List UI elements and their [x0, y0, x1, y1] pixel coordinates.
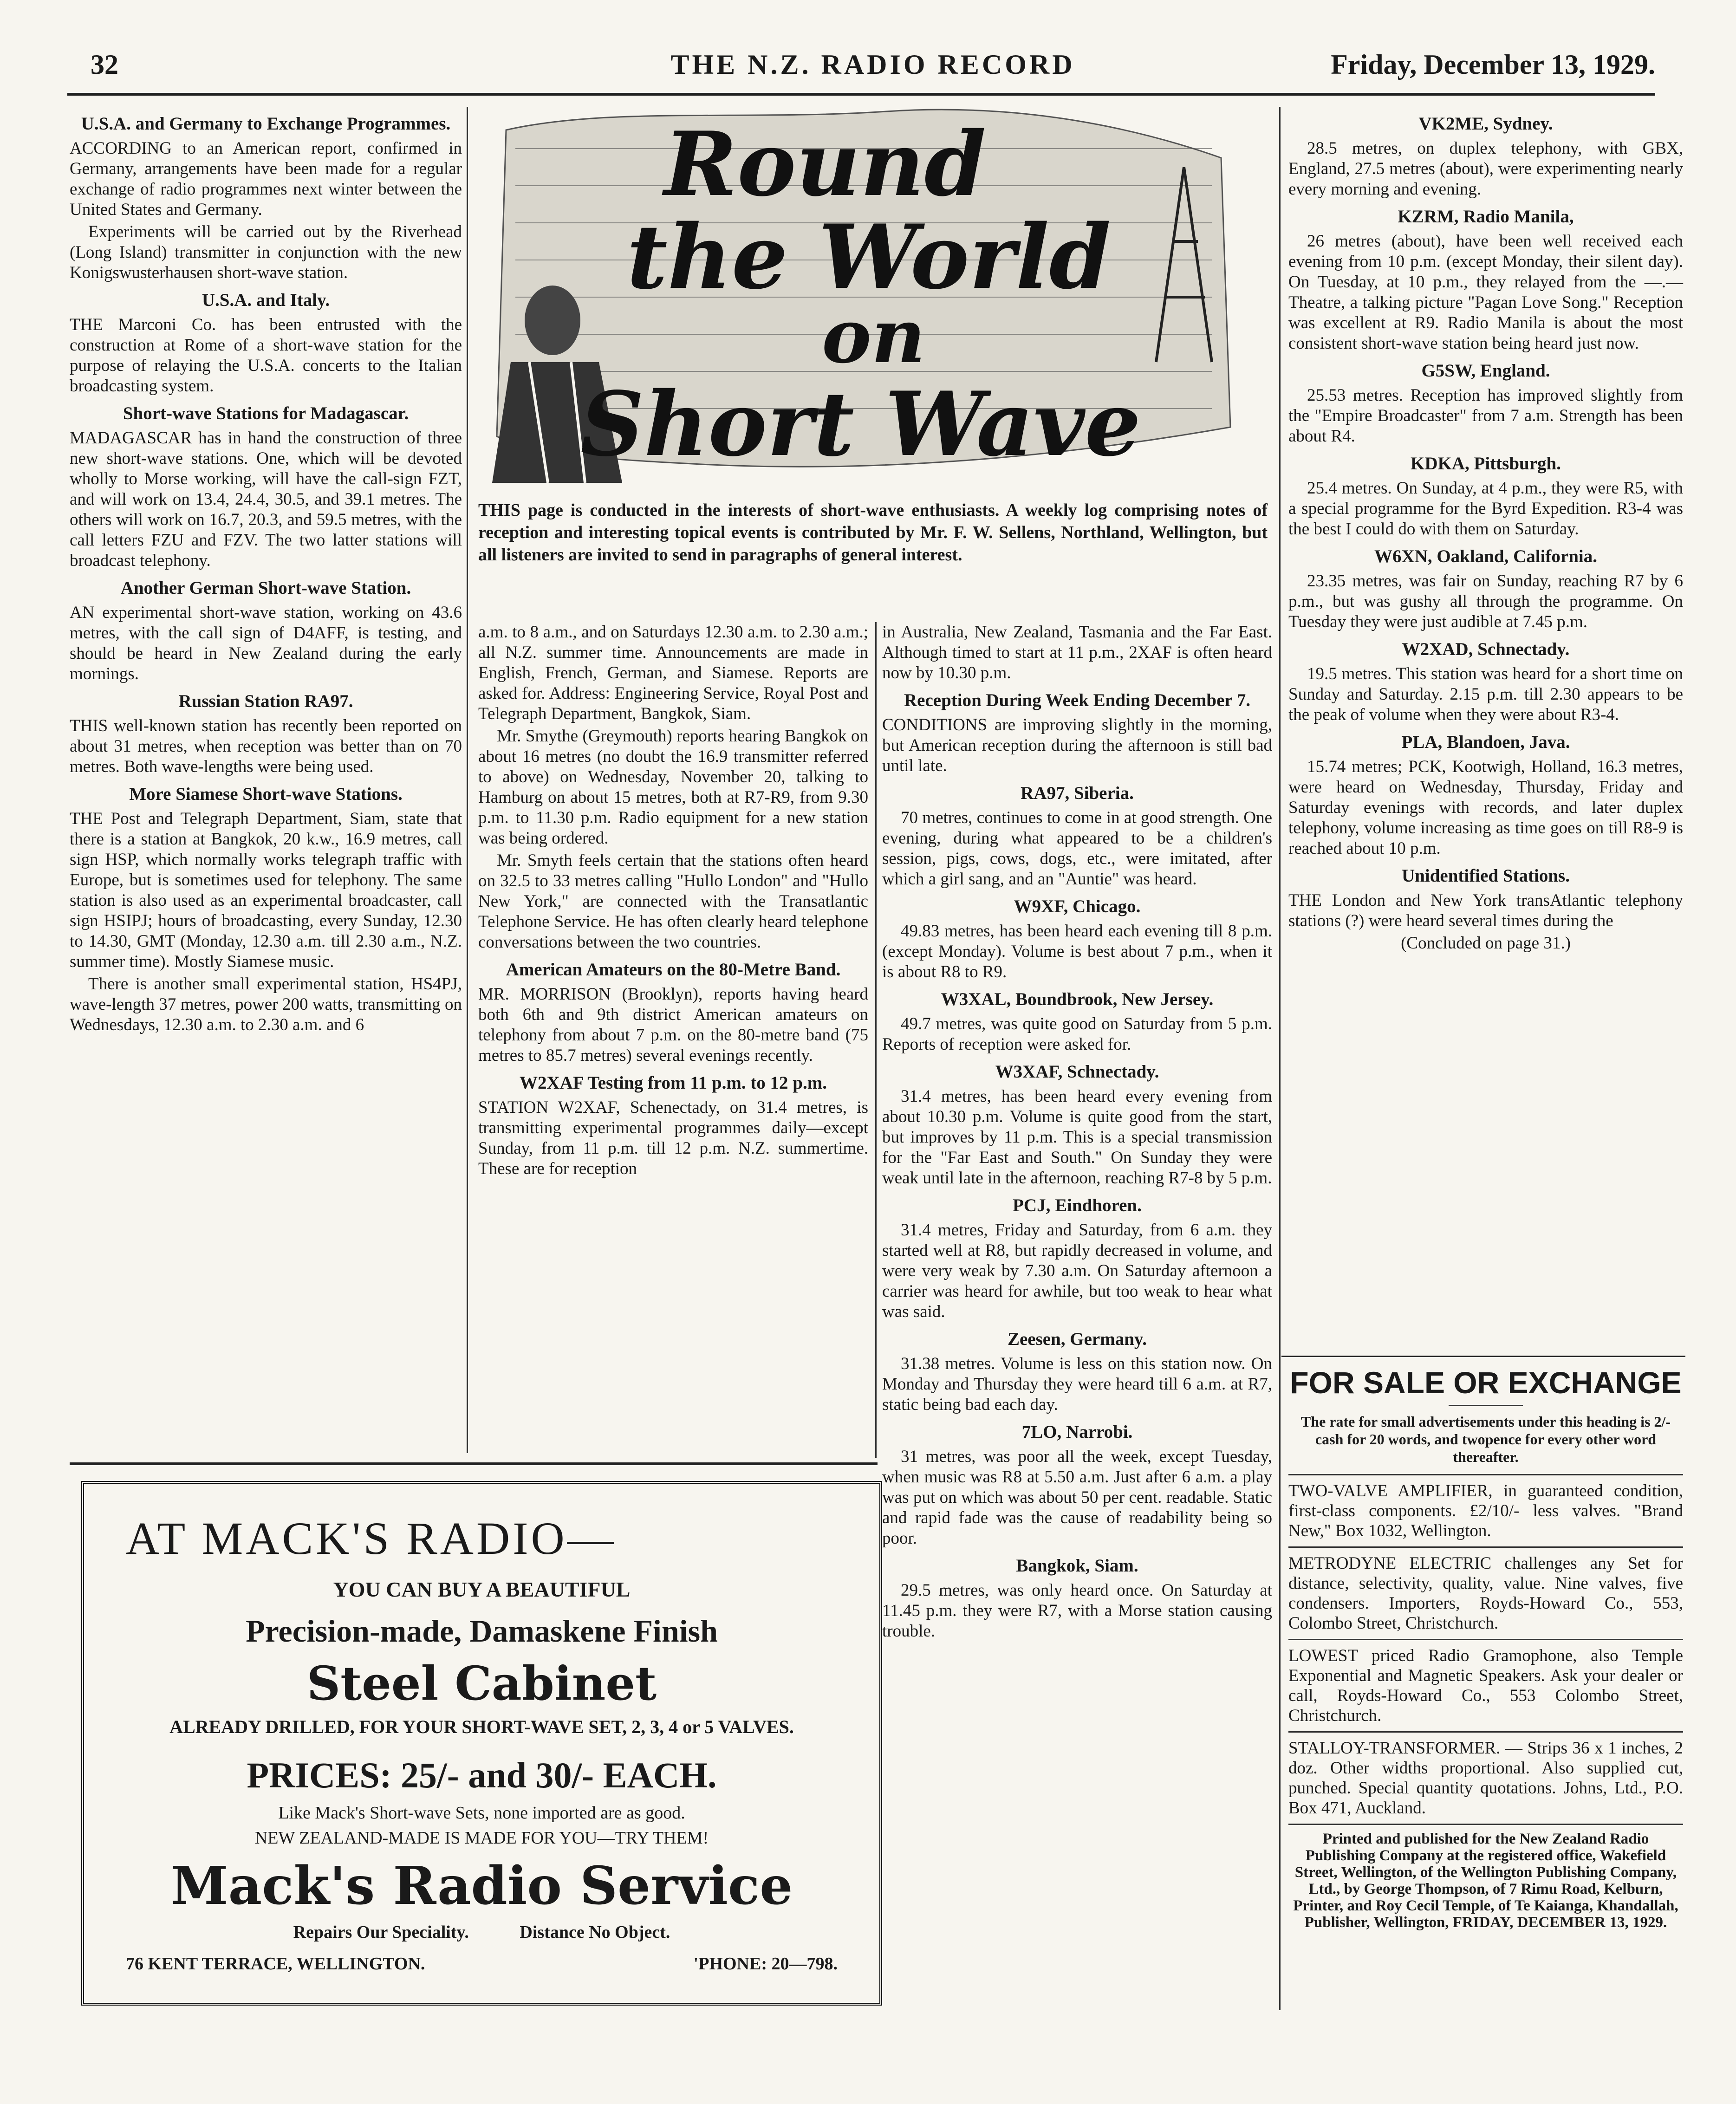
- banner-illustration: [469, 102, 1254, 487]
- ad-line: ALREADY DRILLED, FOR YOUR SHORT-WAVE SET, 2, 3, 4 or 5 VALVES.: [169, 1716, 794, 1737]
- article-paragraph: 31.4 metres, Friday and Saturday, from 6 a.m. they started well at R8, but rapidly decreased in volume, and were very weak by 7.30 a.m. On Saturday afternoon a carrier was heard for awhile, but too weak to hear what was said.: [882, 1221, 1272, 1321]
- banner-line-4: Short Wave: [580, 372, 1141, 476]
- divider: [1288, 1731, 1683, 1733]
- banner-line-2: the World: [627, 205, 1111, 309]
- ad-phone: 'PHONE: 20—798.: [693, 1954, 838, 1974]
- article-heading: Russian Station RA97.: [178, 691, 353, 711]
- ad-line: NEW ZEALAND-MADE IS MADE FOR YOU—TRY THEM!: [254, 1828, 709, 1848]
- intro-text: THIS page is conducted in the interests of short-wave enthusiasts. A weekly log comprising notes of reception and interesting topical events is contributed by Mr. F. W. Sellens, Northland, Wellington, but all listeners are invited to send in paragraphs of general interest.: [478, 500, 1268, 565]
- article-heading: W9XF, Chicago.: [1014, 896, 1141, 916]
- column-divider: [467, 107, 468, 1453]
- article-paragraph: There is another small experimental station, HS4PJ, wave-length 37 metres, power 200 watts, transmitting on Wednesdays, 12.30 a.m. to 2.30 a.m. and 6: [70, 974, 462, 1034]
- ad-tagline-part: Repairs Our Speciality.: [293, 1922, 469, 1942]
- article-paragraph: a.m. to 8 a.m., and on Saturdays 12.30 a.m. to 2.30 a.m.; all N.Z. summer time. Announcements are made in English, French, German, and Siamese. Reports are asked for. Address: Engineering Service, Royal Post and Telegraph Department, Bangkok, Siam.: [478, 623, 868, 723]
- classifieds-rate: The rate for small advertisements under this heading is 2/- cash for 20 words, and twopence for every other word thereafter.: [1300, 1413, 1671, 1465]
- article-heading: Short-wave Stations for Madagascar.: [123, 403, 409, 423]
- article-paragraph: THE Post and Telegraph Department, Siam, state that there is a station at Bangkok, 20 k.w., 16.9 metres, call sign HSP, which normally works telegraph traffic with Europe, but is sometimes used for telephony. The same station is also used as an experimental broadcaster, call sign HSIPJ; hours of broadcasting, every Sunday, 12.30 to 14.30, GMT (Monday, 12.30 a.m. till 2.30 a.m., N.Z. summer time). Mostly Siamese music.: [70, 809, 462, 971]
- article-heading: Bangkok, Siam.: [1016, 1556, 1138, 1576]
- column-2: [478, 622, 868, 1181]
- article-paragraph: 49.7 metres, was quite good on Saturday from 5 p.m. Reports of reception were asked for.: [882, 1014, 1272, 1054]
- article-paragraph: MADAGASCAR has in hand the construction of three new short-wave stations. One, which will be devoted wholly to Morse working, will have the call-sign FZT, and will work on 13.4, 24.4, 30.5, and 39.1 metres. The others will work on 16.7, 20.3, and 59.5 metres, with the call letters FZU and FZV. The two latter stations will broadcast telephony.: [70, 429, 462, 570]
- article-heading: RA97, Siberia.: [1021, 783, 1134, 803]
- article-paragraph: 23.35 metres, was fair on Sunday, reaching R7 by 6 p.m., but was gushy all through the programme. On Tuesday they were just audible at 7.45 p.m.: [1288, 571, 1683, 631]
- article-paragraph: MR. MORRISON (Brooklyn), reports having heard both 6th and 9th district American amateurs on telephony from about 7 p.m. on the 80-metre band (75 metres to 85.7 metres) several evenings recently.: [478, 985, 868, 1065]
- article-heading: U.S.A. and Italy.: [202, 290, 330, 310]
- article-heading: PLA, Blandoen, Java.: [1401, 732, 1570, 752]
- article-heading: U.S.A. and Germany to Exchange Programmes.: [81, 114, 451, 134]
- article-paragraph: 31 metres, was poor all the week, except Tuesday, when music was R8 at 5.50 a.m. Just after 6 a.m. a play was put on which was about 50 per cent. readable. Static and rapid fade was the cause of readability being so poor.: [882, 1447, 1272, 1548]
- article-paragraph: 29.5 metres, was only heard once. On Saturday at 11.45 p.m. they were R7, with a Morse station causing trouble.: [882, 1581, 1272, 1641]
- article-heading: Zeesen, Germany.: [1007, 1329, 1147, 1349]
- article-heading: More Siamese Short-wave Stations.: [129, 784, 403, 804]
- article-paragraph: 26 metres (about), have been well received each evening from 10 p.m. (except Monday, their silent day). On Tuesday, at 10 p.m., they relayed from the —.— Theatre, a talking picture "Pagan Love Song." Reception was excellent at R9. Radio Manila is about the most consistent short-wave station being heard just now.: [1288, 232, 1683, 353]
- article-paragraph: 28.5 metres, on duplex telephony, with GBX, England, 27.5 metres (about), were experimenting nearly every morning and evening.: [1288, 139, 1683, 199]
- article-paragraph: THE London and New York transAtlantic telephony stations (?) were heard several times during the: [1288, 891, 1683, 930]
- article-paragraph: 25.4 metres. On Sunday, at 4 p.m., they were R5, with a special programme for the Byrd Expedition. R3-4 was the best I could do with them on Saturday.: [1288, 479, 1683, 539]
- column-4: [1288, 107, 1683, 955]
- article-heading: W3XAF, Schnectady.: [995, 1062, 1159, 1082]
- article-paragraph: AN experimental short-wave station, working on 43.6 metres, with the call sign of D4AFF, is testing, and should be heard in New Zealand during the early mornings.: [70, 603, 462, 683]
- article-paragraph: 31.4 metres, has been heard every evening from about 10.30 p.m. Volume is quite good from the start, but improves by 11 p.m. This is a special transmission for the "Far East and South." On Sunday they were weak until late in the afternoon, reaching R7-8 by 5 p.m.: [882, 1087, 1272, 1188]
- divider: [1449, 1405, 1523, 1406]
- masthead-title: THE N.Z. RADIO RECORD: [670, 49, 1075, 80]
- ad-line: Precision-made, Damaskene Finish: [246, 1613, 718, 1649]
- article-paragraph: 70 metres, continues to come in at good strength. One evening, during what appeared to be a children's session, pigs, cows, dogs, etc., were imitated, after which a girl sang, and an "Auntie" was heard.: [882, 808, 1272, 889]
- article-heading: Another German Short-wave Station.: [120, 578, 411, 598]
- ad-rule: [70, 1462, 878, 1465]
- divider: [1288, 1824, 1683, 1825]
- ad-prices: PRICES: 25/- and 30/- EACH.: [247, 1755, 717, 1795]
- article-heading: American Amateurs on the 80-Metre Band.: [506, 960, 841, 980]
- article-heading: KDKA, Pittsburgh.: [1411, 454, 1561, 474]
- article-paragraph: Experiments will be carried out by the Riverhead (Long Island) transmitter in conjunction with the new Konigswusterhausen short-wave station.: [70, 222, 462, 282]
- divider: [1288, 1639, 1683, 1640]
- banner-line-1: Round: [664, 112, 986, 216]
- article-heading: W6XN, Oakland, California.: [1374, 546, 1597, 566]
- classifieds-title: FOR SALE OR EXCHANGE: [1290, 1365, 1682, 1400]
- ad-line: Like Mack's Short-wave Sets, none imported are as good.: [278, 1803, 685, 1823]
- imprint: Printed and published for the New Zealand Radio Publishing Company at the registered office, Wakefield Street, Wellington, of the Wellington Publishing Company, Ltd., by George Thompson, of 7 Rimu Road, Kelburn, Printer, and Roy Cecil Temple, of Te Kaianga, Khandallah, Publisher, Wellington, FRIDAY, DECEMBER 13, 1929.: [1293, 1831, 1678, 1931]
- article-paragraph: THIS well-known station has recently been reported on about 31 metres, when reception was better than on 70 metres. Both wave-lengths were being used.: [70, 716, 462, 776]
- classified-ad: METRODYNE ELECTRIC challenges any Set for distance, selectivity, quality, value. Nine valves, five condensers. Importers, Royds-Howard Co., 553, Colombo Street, Christchurch.: [1288, 1554, 1683, 1633]
- column-divider: [875, 622, 877, 1458]
- article-heading: KZRM, Radio Manila,: [1398, 207, 1574, 227]
- ad-address: 76 KENT TERRACE, WELLINGTON.: [126, 1954, 425, 1974]
- article-paragraph: 49.83 metres, has been heard each evening till 8 p.m. (except Monday). Volume is best about 7 p.m., when it is about R8 to R9.: [882, 922, 1272, 981]
- classified-ad: STALLOY-TRANSFORMER. — Strips 36 x 1 inches, 2 doz. Other widths proportional. Also supplied cut, punched. Special quantity quotations. Johns, Ltd., P.O. Box 471, Auckland.: [1288, 1739, 1683, 1818]
- continuation-note: (Concluded on page 31.): [1401, 934, 1571, 953]
- column-1: [70, 107, 462, 1037]
- ad-contact: [84, 1954, 879, 1974]
- classifieds-rule: [1281, 1356, 1685, 1357]
- section-banner: [469, 102, 1254, 487]
- ad-tagline-part: Distance No Object.: [520, 1922, 670, 1942]
- article-paragraph: in Australia, New Zealand, Tasmania and the Far East. Although timed to start at 11 p.m., 2XAF is often heard now by 10.30 p.m.: [882, 623, 1272, 682]
- article-heading: W2XAF Testing from 11 p.m. to 12 p.m.: [520, 1073, 827, 1093]
- issue-date: Friday, December 13, 1929.: [1331, 49, 1655, 80]
- divider: [1288, 1546, 1683, 1548]
- page-number: 32: [91, 49, 118, 80]
- article-heading: PCJ, Eindhoren.: [1013, 1195, 1142, 1215]
- classified-ad: LOWEST priced Radio Gramophone, also Temple Exponential and Magnetic Speakers. Ask your dealer or call, Royds-Howard Co., 553 Colombo Street, Christchurch.: [1288, 1646, 1683, 1725]
- article-paragraph: Mr. Smythe (Greymouth) reports hearing Bangkok on about 16 metres (no doubt the 16.9 transmitter referred to above) on Wednesday, November 20, talking to Hamburg on about 15 metres, both at R7-R9, from 9.30 p.m. to 11.30 p.m. Radio equipment for a new station was being ordered.: [478, 727, 868, 848]
- article-heading: Unidentified Stations.: [1402, 866, 1570, 886]
- article-paragraph: 19.5 metres. This station was heard for a short time on Sunday and Saturday. 2.15 p.m. till 2.30 appears to be the peak of volume when they were about R3-4.: [1288, 664, 1683, 724]
- banner-line-3: on: [822, 292, 926, 380]
- article-paragraph: CONDITIONS are improving slightly in the morning, but American reception during the afternoon is still bad until late.: [882, 715, 1272, 775]
- classifieds: [1288, 1365, 1683, 1931]
- article-heading: 7LO, Narrobi.: [1021, 1422, 1133, 1442]
- ad-line: YOU CAN BUY A BEAUTIFUL: [333, 1578, 631, 1601]
- article-paragraph: Mr. Smyth feels certain that the stations often heard on 32.5 to 33 metres calling "Hullo London" and "Hullo New York," are connected with the Transatlantic Telephone Service. He has often clearly heard telephone conversations between the two countries.: [478, 851, 868, 952]
- classified-list: [1288, 1474, 1683, 1825]
- article-heading: VK2ME, Sydney.: [1418, 114, 1553, 134]
- article-paragraph: ACCORDING to an American report, confirmed in Germany, arrangements have been made for a regular exchange of radio programmes next winter between the United States and Germany.: [70, 139, 462, 219]
- page-header: [91, 49, 1655, 91]
- header-rule: [67, 93, 1655, 96]
- ad-tagline: [84, 1922, 879, 1942]
- article-paragraph: STATION W2XAF, Schenectady, on 31.4 metres, is transmitting experimental programmes daily—except Sunday, from 11 p.m. till 12 p.m. N.Z. summertime. These are for reception: [478, 1098, 868, 1178]
- article-paragraph: 25.53 metres. Reception has improved slightly from the "Empire Broadcaster" from 7 a.m. Strength has been about R4.: [1288, 386, 1683, 446]
- ad-headline: AT MACK'S RADIO—: [126, 1513, 617, 1564]
- article-paragraph: 31.38 metres. Volume is less on this station now. On Monday and Thursday they were heard till 6 a.m. at R7, static being bad each day.: [882, 1354, 1272, 1414]
- article-heading: W2XAD, Schnectady.: [1402, 639, 1570, 659]
- ad-business-name: Mack's Radio Service: [170, 1856, 793, 1916]
- article-paragraph: 15.74 metres; PCK, Kootwigh, Holland, 16.3 metres, were heard on Wednesday, Thursday, Friday and Saturday evenings with records, and later duplex telephony, volume increasing as time goes on till R8-9 is reached about 10 p.m.: [1288, 757, 1683, 858]
- article-paragraph: THE Marconi Co. has been entrusted with the construction at Rome of a short-wave station for the purpose of relaying the U.S.A. concerts to the Italian broadcasting system.: [70, 315, 462, 396]
- article-heading: W3XAL, Boundbrook, New Jersey.: [941, 989, 1214, 1009]
- column-3: [882, 622, 1272, 1643]
- classified-ad: TWO-VALVE AMPLIFIER, in guaranteed condition, first-class components. £2/10/- less valves. "Brand New," Box 1032, Wellington.: [1288, 1481, 1683, 1540]
- macks-radio-advertisement: [81, 1481, 882, 2006]
- article-heading: Reception During Week Ending December 7.: [904, 690, 1251, 710]
- intro-paragraph: [478, 499, 1268, 568]
- column-divider: [1279, 107, 1281, 2010]
- article-heading: G5SW, England.: [1421, 361, 1550, 381]
- divider: [1288, 1474, 1683, 1475]
- ad-product: Steel Cabinet: [306, 1656, 657, 1711]
